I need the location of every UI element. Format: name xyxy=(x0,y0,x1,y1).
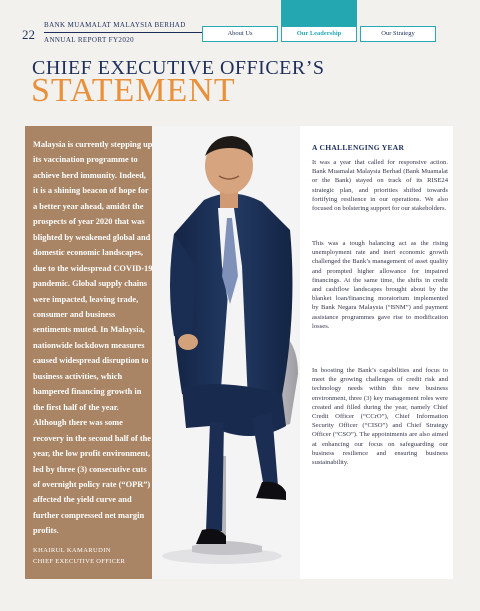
article-paragraph-1: It was a year that called for responsive action. Bank Muamalat Malaysia Berhad (Bank Muamalat or the Bank) stayed on track of its RISE24 strategic plan, and priorities shifted towards fortifying resilience in our operations. We also focused on bolstering support for our stakeholders. xyxy=(312,159,448,213)
bank-name: BANK MUAMALAT MALAYSIA BERHAD xyxy=(44,21,186,29)
signature-name: KHAIRUL KAMARUDIN xyxy=(33,547,111,554)
tab-our-leadership[interactable]: Our Leadership xyxy=(281,26,357,42)
header-divider xyxy=(44,32,204,33)
section-heading: A CHALLENGING YEAR xyxy=(312,143,405,152)
page-title-line1: CHIEF EXECUTIVE OFFICER’S xyxy=(32,57,325,79)
tab-our-strategy[interactable]: Our Strategy xyxy=(360,26,436,42)
report-name: ANNUAL REPORT FY2020 xyxy=(44,36,135,44)
signature-title: CHIEF EXECUTIVE OFFICER xyxy=(33,558,126,565)
tab-about-us[interactable]: About Us xyxy=(202,26,278,42)
article-paragraph-3: In boosting the Bank’s capabilities and focus to meet the growing challenges of credit risk and technology needs within this new business environment, three (3) key management roles were created and filled during the year, namely Chief Credit Officer (“CCrO”), Chief Information Security Officer (“CISO”) and Chief Strategy Officer (“CSO”). The appointments are also aimed at enhancing our focus on safeguarding our business resilience and ensuring business sustainability. xyxy=(312,367,448,467)
page-number: 22 xyxy=(22,27,35,42)
active-tab-accent xyxy=(281,0,357,26)
page-title-line2: STATEMENT xyxy=(31,72,236,109)
ceo-quote: Malaysia is currently stepping up its vaccination programme to achieve herd immunity. Indeed, it is a shining beacon of hope for a better year ahead, amidst the prospects of year 2020 that was blighted by weakened global and domestic economic landscapes, due to the widespread COVID-19 pandemic. Global supply chains were impacted, leaving trade, consumer and business sentiments muted. In Malaysia, nationwide lockdown measures caused widespread disruption to business activities, which hampered financing growth in the first half of the year. Although there was some recovery in the second half of the year, the low profit environment, led by three (3) consecutive cuts of overnight policy rate (“OPR”) affected the yield curve and further compressed net margin profits. xyxy=(33,140,153,536)
article-paragraph-2: This was a tough balancing act as the rising unemployment rate and inert economic growth challenged the Bank’s management of asset quality and prompted higher allowance for impaired financings. At the same time, the shifts in credit and cashflow landscapes brought about by the blanket loan/financing moratorium implemented by Bank Negara Malaysia (“BNM”) and payment assistance programmes gave rise to modification losses. xyxy=(312,240,448,330)
ceo-portrait xyxy=(152,126,300,579)
